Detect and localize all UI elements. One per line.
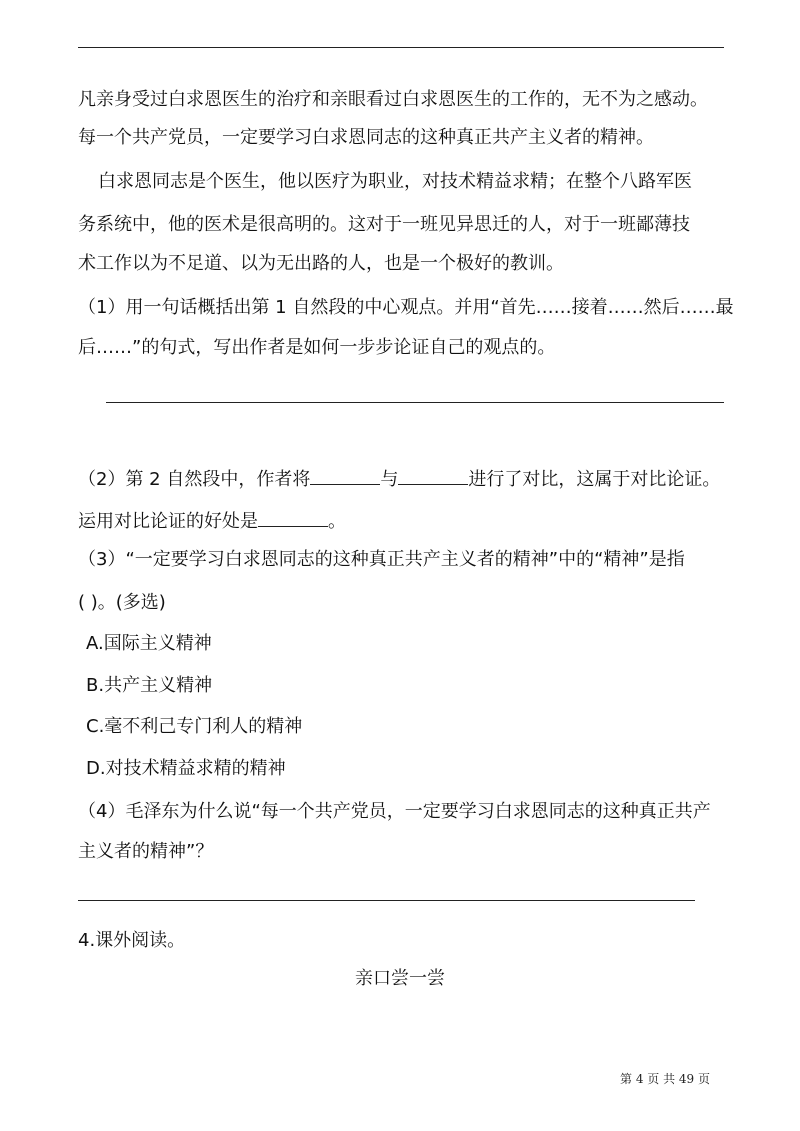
reading-title: 亲口尝一尝 — [355, 968, 445, 989]
question-3-line: （3）“一定要学习白求恩同志的这种真正共产主义者的精神”中的“精神”是指 — [78, 549, 685, 570]
question-2-text: （2）第 2 自然段中，作者将 — [78, 469, 311, 490]
question-4-line: （4）毛泽东为什么说“每一个共产党员，一定要学习白求恩同志的这种真正共产 — [78, 801, 711, 822]
answer-line-q4[interactable] — [78, 900, 695, 901]
question-1-line: 后……”的句式，写出作者是如何一步步论证自己的观点的。 — [78, 337, 556, 358]
passage-line: 务系统中，他的医术是很高明的。这对于一班见异思迁的人，对于一班鄙薄技 — [78, 214, 690, 235]
question-2-text: 与 — [380, 469, 399, 490]
question-2-line — [78, 508, 738, 534]
answer-blank[interactable] — [258, 508, 328, 527]
header-rule — [78, 47, 724, 48]
section-heading: 4.课外阅读。 — [78, 930, 186, 951]
question-2-text: 进行了对比，这属于对比论证。 — [468, 469, 721, 490]
question-2-text: 运用对比论证的好处是 — [78, 511, 258, 532]
passage-line: 凡亲身受过白求恩医生的治疗和亲眼看过白求恩医生的工作的，无不为之感动。 — [78, 89, 708, 110]
page-number: 第 4 页 共 49 页 — [620, 1072, 710, 1086]
answer-line-q1[interactable] — [106, 402, 724, 403]
passage-line: 每一个共产党员，一定要学习白求恩同志的这种真正共产主义者的精神。 — [78, 127, 654, 148]
answer-blank[interactable] — [398, 466, 468, 485]
question-2-text: 。 — [328, 511, 346, 532]
passage-line: 术工作以为不足道、以为无出路的人，也是一个极好的教训。 — [78, 253, 564, 274]
question-3-line: ( )。(多选) — [78, 592, 166, 613]
question-1-line: （1）用一句话概括出第 1 自然段的中心观点。并用“首先……接着……然后……最 — [78, 297, 734, 318]
passage-line: 白求恩同志是个医生，他以医疗为职业，对技术精益求精；在整个八路军医 — [98, 171, 692, 192]
question-2-line — [78, 466, 738, 492]
answer-blank[interactable] — [310, 466, 380, 485]
question-4-line: 主义者的精神”？ — [78, 841, 214, 862]
option-b[interactable]: B.共产主义精神 — [86, 675, 213, 696]
option-c[interactable]: C.毫不利己专门利人的精神 — [86, 716, 303, 737]
option-a[interactable]: A.国际主义精神 — [86, 633, 212, 654]
option-d[interactable]: D.对技术精益求精的精神 — [86, 758, 286, 779]
